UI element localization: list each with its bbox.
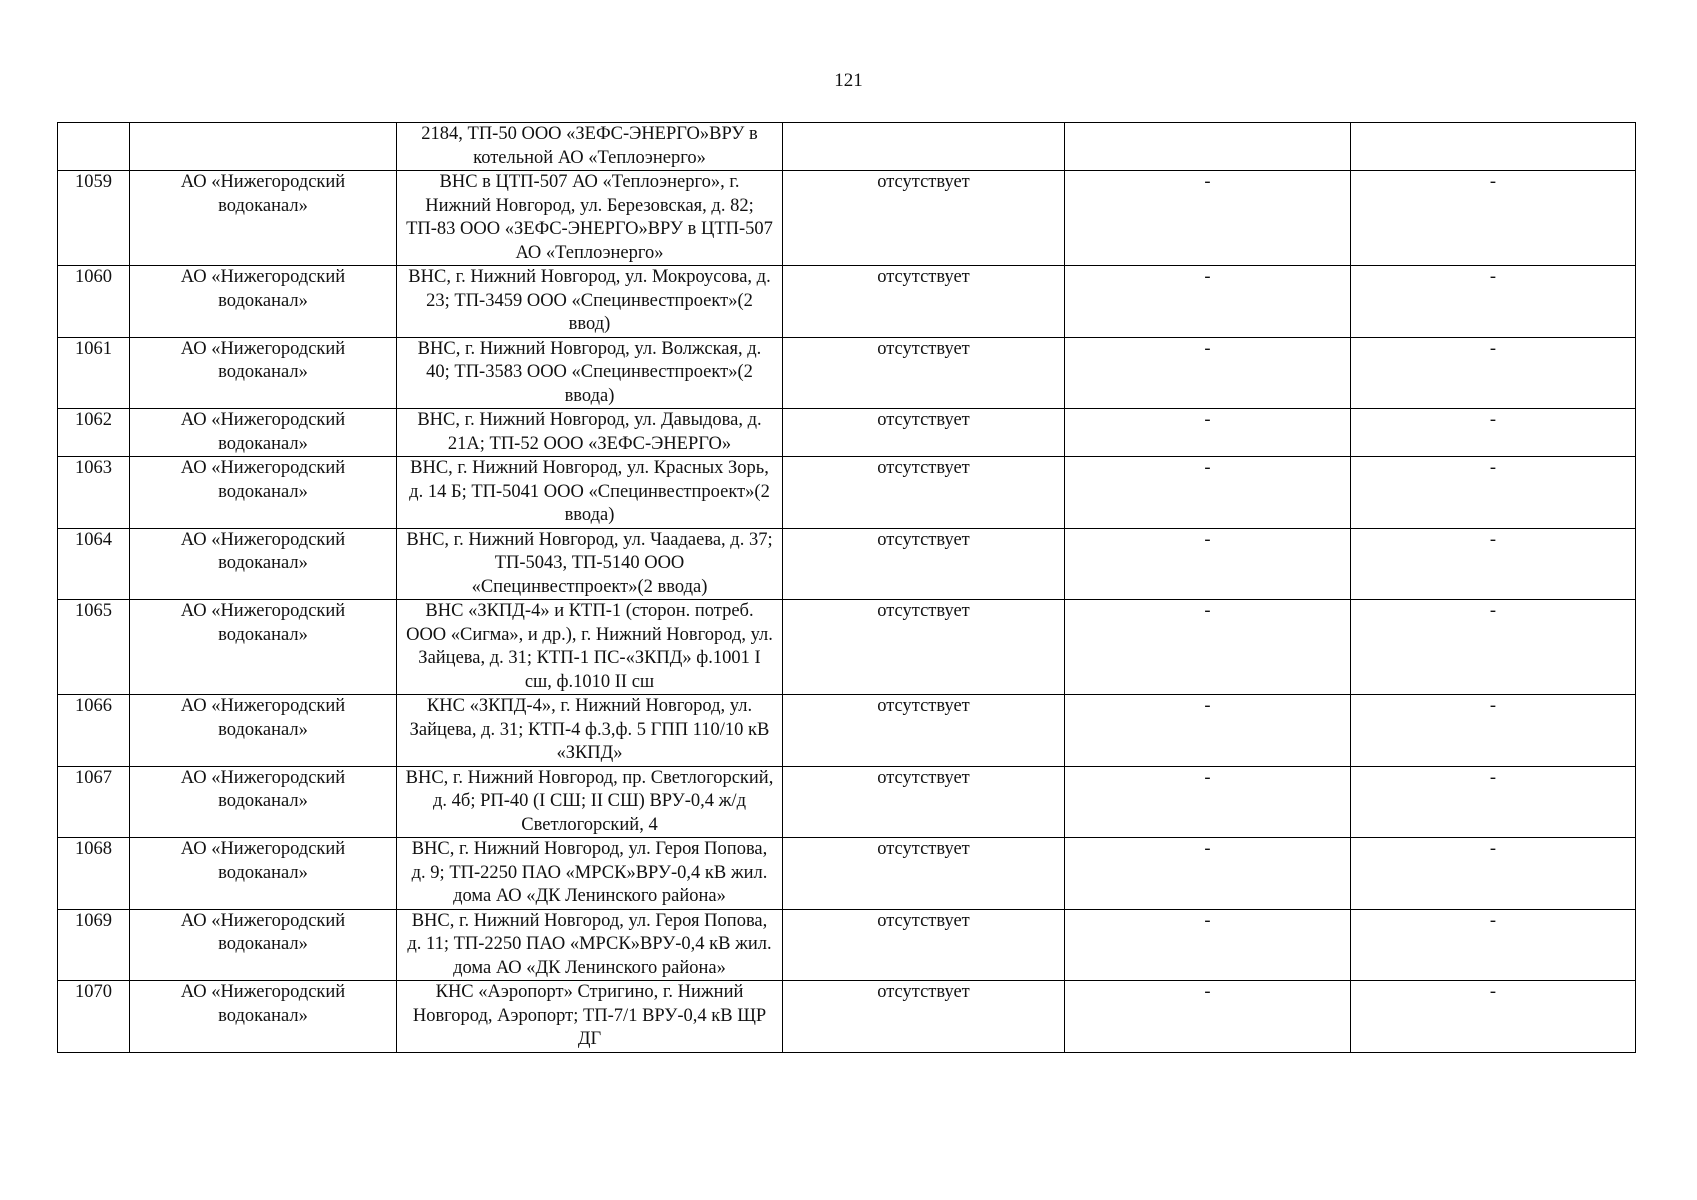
cell-status: отсутствует [783,171,1065,266]
cell-object: ВНС, г. Нижний Новгород, ул. Волжская, д. 40; ТП-3583 ООО «Специнвестпроект»(2 ввода) [397,337,783,409]
cell-organization: АО «Нижегородский водоканал» [130,838,397,910]
cell-number: 1062 [58,409,130,457]
cell-organization: АО «Нижегородский водоканал» [130,766,397,838]
table-row [58,766,1636,838]
table-row [58,838,1636,910]
cell-organization [130,123,397,171]
table-row [58,981,1636,1053]
data-table [57,122,1636,1053]
cell-organization: АО «Нижегородский водоканал» [130,171,397,266]
cell-col5: - [1065,266,1351,338]
cell-col5: - [1065,337,1351,409]
cell-organization: АО «Нижегородский водоканал» [130,528,397,600]
cell-col5: - [1065,457,1351,529]
table-row [58,457,1636,529]
table-row [58,909,1636,981]
cell-col5: - [1065,909,1351,981]
cell-organization: АО «Нижегородский водоканал» [130,266,397,338]
table-body [58,123,1636,1053]
table-row [58,337,1636,409]
cell-object: ВНС, г. Нижний Новгород, ул. Давыдова, д. 21А; ТП-52 ООО «ЗЕФС-ЭНЕРГО» [397,409,783,457]
cell-col5: - [1065,171,1351,266]
cell-col6: - [1351,909,1636,981]
page-number: 121 [834,70,863,91]
cell-col6: - [1351,600,1636,695]
cell-status: отсутствует [783,695,1065,767]
cell-object: ВНС «ЗКПД-4» и КТП-1 (сторон. потреб. ООО «Сигма», и др.), г. Нижний Новгород, ул. Зайцева, д. 31; КТП-1 ПС-«ЗКПД» ф.1001 I сш, ф.1010 II сш [397,600,783,695]
cell-organization: АО «Нижегородский водоканал» [130,600,397,695]
table-row [58,409,1636,457]
cell-status: отсутствует [783,528,1065,600]
table-row [58,600,1636,695]
cell-col6: - [1351,266,1636,338]
cell-object: ВНС, г. Нижний Новгород, ул. Героя Попова, д. 11; ТП-2250 ПАО «МРСК»ВРУ-0,4 кВ жил. дома АО «ДК Ленинского района» [397,909,783,981]
cell-status: отсутствует [783,266,1065,338]
cell-object: ВНС, г. Нижний Новгород, ул. Красных Зорь, д. 14 Б; ТП-5041 ООО «Специнвестпроект»(2 ввода) [397,457,783,529]
cell-organization: АО «Нижегородский водоканал» [130,695,397,767]
cell-col6: - [1351,337,1636,409]
cell-col5: - [1065,600,1351,695]
cell-col5: - [1065,528,1351,600]
cell-status: отсутствует [783,409,1065,457]
cell-number: 1066 [58,695,130,767]
cell-number: 1059 [58,171,130,266]
table-row [58,528,1636,600]
cell-col6: - [1351,409,1636,457]
cell-status [783,123,1065,171]
cell-organization: АО «Нижегородский водоканал» [130,909,397,981]
cell-status: отсутствует [783,457,1065,529]
cell-col5: - [1065,838,1351,910]
cell-status: отсутствует [783,337,1065,409]
cell-number: 1069 [58,909,130,981]
cell-status: отсутствует [783,981,1065,1053]
cell-status: отсутствует [783,838,1065,910]
cell-organization: АО «Нижегородский водоканал» [130,409,397,457]
cell-number: 1061 [58,337,130,409]
cell-number [58,123,130,171]
cell-object: ВНС, г. Нижний Новгород, пр. Светлогорский, д. 4б; РП-40 (I СШ; II СШ) ВРУ-0,4 ж/д Светлогорский, 4 [397,766,783,838]
cell-organization: АО «Нижегородский водоканал» [130,337,397,409]
cell-status: отсутствует [783,909,1065,981]
cell-object: ВНС, г. Нижний Новгород, ул. Чаадаева, д. 37; ТП-5043, ТП-5140 ООО «Специнвестпроект»(2 ввода) [397,528,783,600]
cell-number: 1070 [58,981,130,1053]
table-row [58,695,1636,767]
cell-col5 [1065,123,1351,171]
cell-organization: АО «Нижегородский водоканал» [130,981,397,1053]
cell-col5: - [1065,981,1351,1053]
cell-col6: - [1351,457,1636,529]
cell-object: 2184, ТП-50 ООО «ЗЕФС-ЭНЕРГО»ВРУ в котельной АО «Теплоэнерго» [397,123,783,171]
cell-col6 [1351,123,1636,171]
cell-object: ВНС в ЦТП-507 АО «Теплоэнерго», г. Нижний Новгород, ул. Березовская, д. 82; ТП-83 ООО «ЗЕФС-ЭНЕРГО»ВРУ в ЦТП-507 АО «Теплоэнерго» [397,171,783,266]
cell-col6: - [1351,171,1636,266]
table-row [58,171,1636,266]
cell-number: 1064 [58,528,130,600]
table-row-continuation [58,123,1636,171]
cell-status: отсутствует [783,600,1065,695]
cell-number: 1068 [58,838,130,910]
table-row [58,266,1636,338]
cell-object: ВНС, г. Нижний Новгород, ул. Героя Попова, д. 9; ТП-2250 ПАО «МРСК»ВРУ-0,4 кВ жил. дома АО «ДК Ленинского района» [397,838,783,910]
cell-organization: АО «Нижегородский водоканал» [130,457,397,529]
cell-object: ВНС, г. Нижний Новгород, ул. Мокроусова, д. 23; ТП-3459 ООО «Специнвестпроект»(2 ввод) [397,266,783,338]
cell-object: КНС «ЗКПД-4», г. Нижний Новгород, ул. Зайцева, д. 31; КТП-4 ф.3,ф. 5 ГПП 110/10 кВ «ЗКПД» [397,695,783,767]
cell-status: отсутствует [783,766,1065,838]
cell-number: 1067 [58,766,130,838]
cell-number: 1060 [58,266,130,338]
cell-number: 1065 [58,600,130,695]
cell-col6: - [1351,766,1636,838]
cell-col5: - [1065,695,1351,767]
cell-col5: - [1065,409,1351,457]
cell-col6: - [1351,838,1636,910]
cell-col6: - [1351,528,1636,600]
cell-object: КНС «Аэропорт» Стригино, г. Нижний Новгород, Аэропорт; ТП-7/1 ВРУ-0,4 кВ ЩР ДГ [397,981,783,1053]
cell-col5: - [1065,766,1351,838]
cell-number: 1063 [58,457,130,529]
cell-col6: - [1351,981,1636,1053]
cell-col6: - [1351,695,1636,767]
